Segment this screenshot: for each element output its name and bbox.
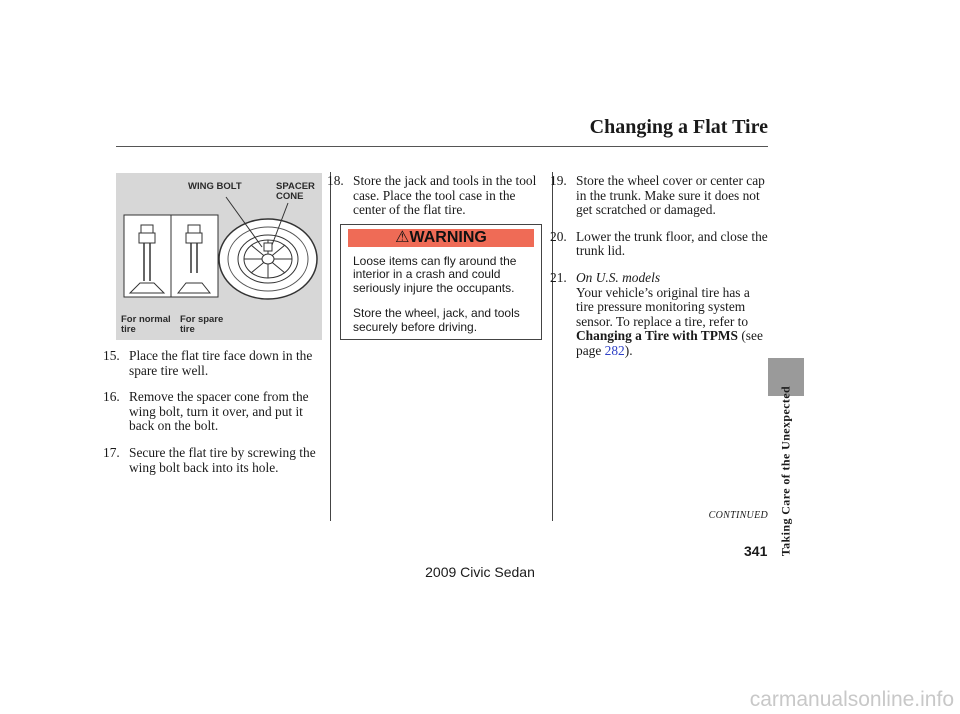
step-20: 20. Lower the trunk floor, and close the trunk lid. — [550, 228, 768, 259]
page-number: 341 — [744, 543, 768, 559]
step-17: 17. Secure the flat tire by screwing the wing bolt back into its hole. — [103, 444, 316, 475]
middle-column — [327, 174, 547, 230]
left-column — [103, 349, 325, 487]
label-for-normal-tire: For normal tire — [121, 314, 171, 335]
step-16: 16. Remove the spacer cone from the wing bolt, turn it over, and put it back on the bolt. — [103, 389, 309, 434]
warning-triangle-icon: ⚠ — [395, 229, 410, 246]
page-title: Changing a Flat Tire — [589, 116, 768, 138]
watermark: carmanualsonline.info — [749, 688, 954, 711]
tire-storage-illustration — [116, 173, 322, 340]
label-spacer-cone: SPACER CONE — [276, 181, 315, 202]
warning-header: ⚠WARNING — [348, 229, 534, 247]
warning-body: Loose items can fly around the interior in a crash and could seriously injure the occupants. Store the wheel, jack, and tools securely before driving. — [353, 254, 520, 334]
section-tab-label: Taking Care of the Unexpected — [778, 385, 793, 557]
right-column — [550, 174, 770, 371]
page-282-link[interactable]: 282 — [604, 342, 625, 358]
warning-box — [340, 224, 542, 340]
footer-model: 2009 Civic Sedan — [425, 564, 535, 580]
label-for-spare-tire: For spare tire — [180, 314, 224, 335]
title-rule — [116, 146, 768, 147]
step-18: 18. Store the jack and tools in the tool case. Place the tool case in the center of the flat tire. — [327, 173, 537, 218]
step-21-qualifier: On U.S. models — [576, 269, 661, 285]
label-wing-bolt: WING BOLT — [188, 181, 242, 192]
continued-label: CONTINUED — [708, 510, 768, 521]
step-19: 19. Store the wheel cover or center cap in the trunk. Make sure it does not get scratched or damaged. — [550, 173, 765, 218]
step-15: 15. Place the flat tire face down in the spare tire well. — [103, 348, 313, 378]
step-21: 21. On U.S. models Your vehicle’s original tire has a tire pressure monitoring system sensor. To replace a tire, refer to Changing a Tire with TPMS (see page 282). — [550, 271, 770, 359]
tpms-reference: Changing a Tire with TPMS — [576, 328, 738, 344]
